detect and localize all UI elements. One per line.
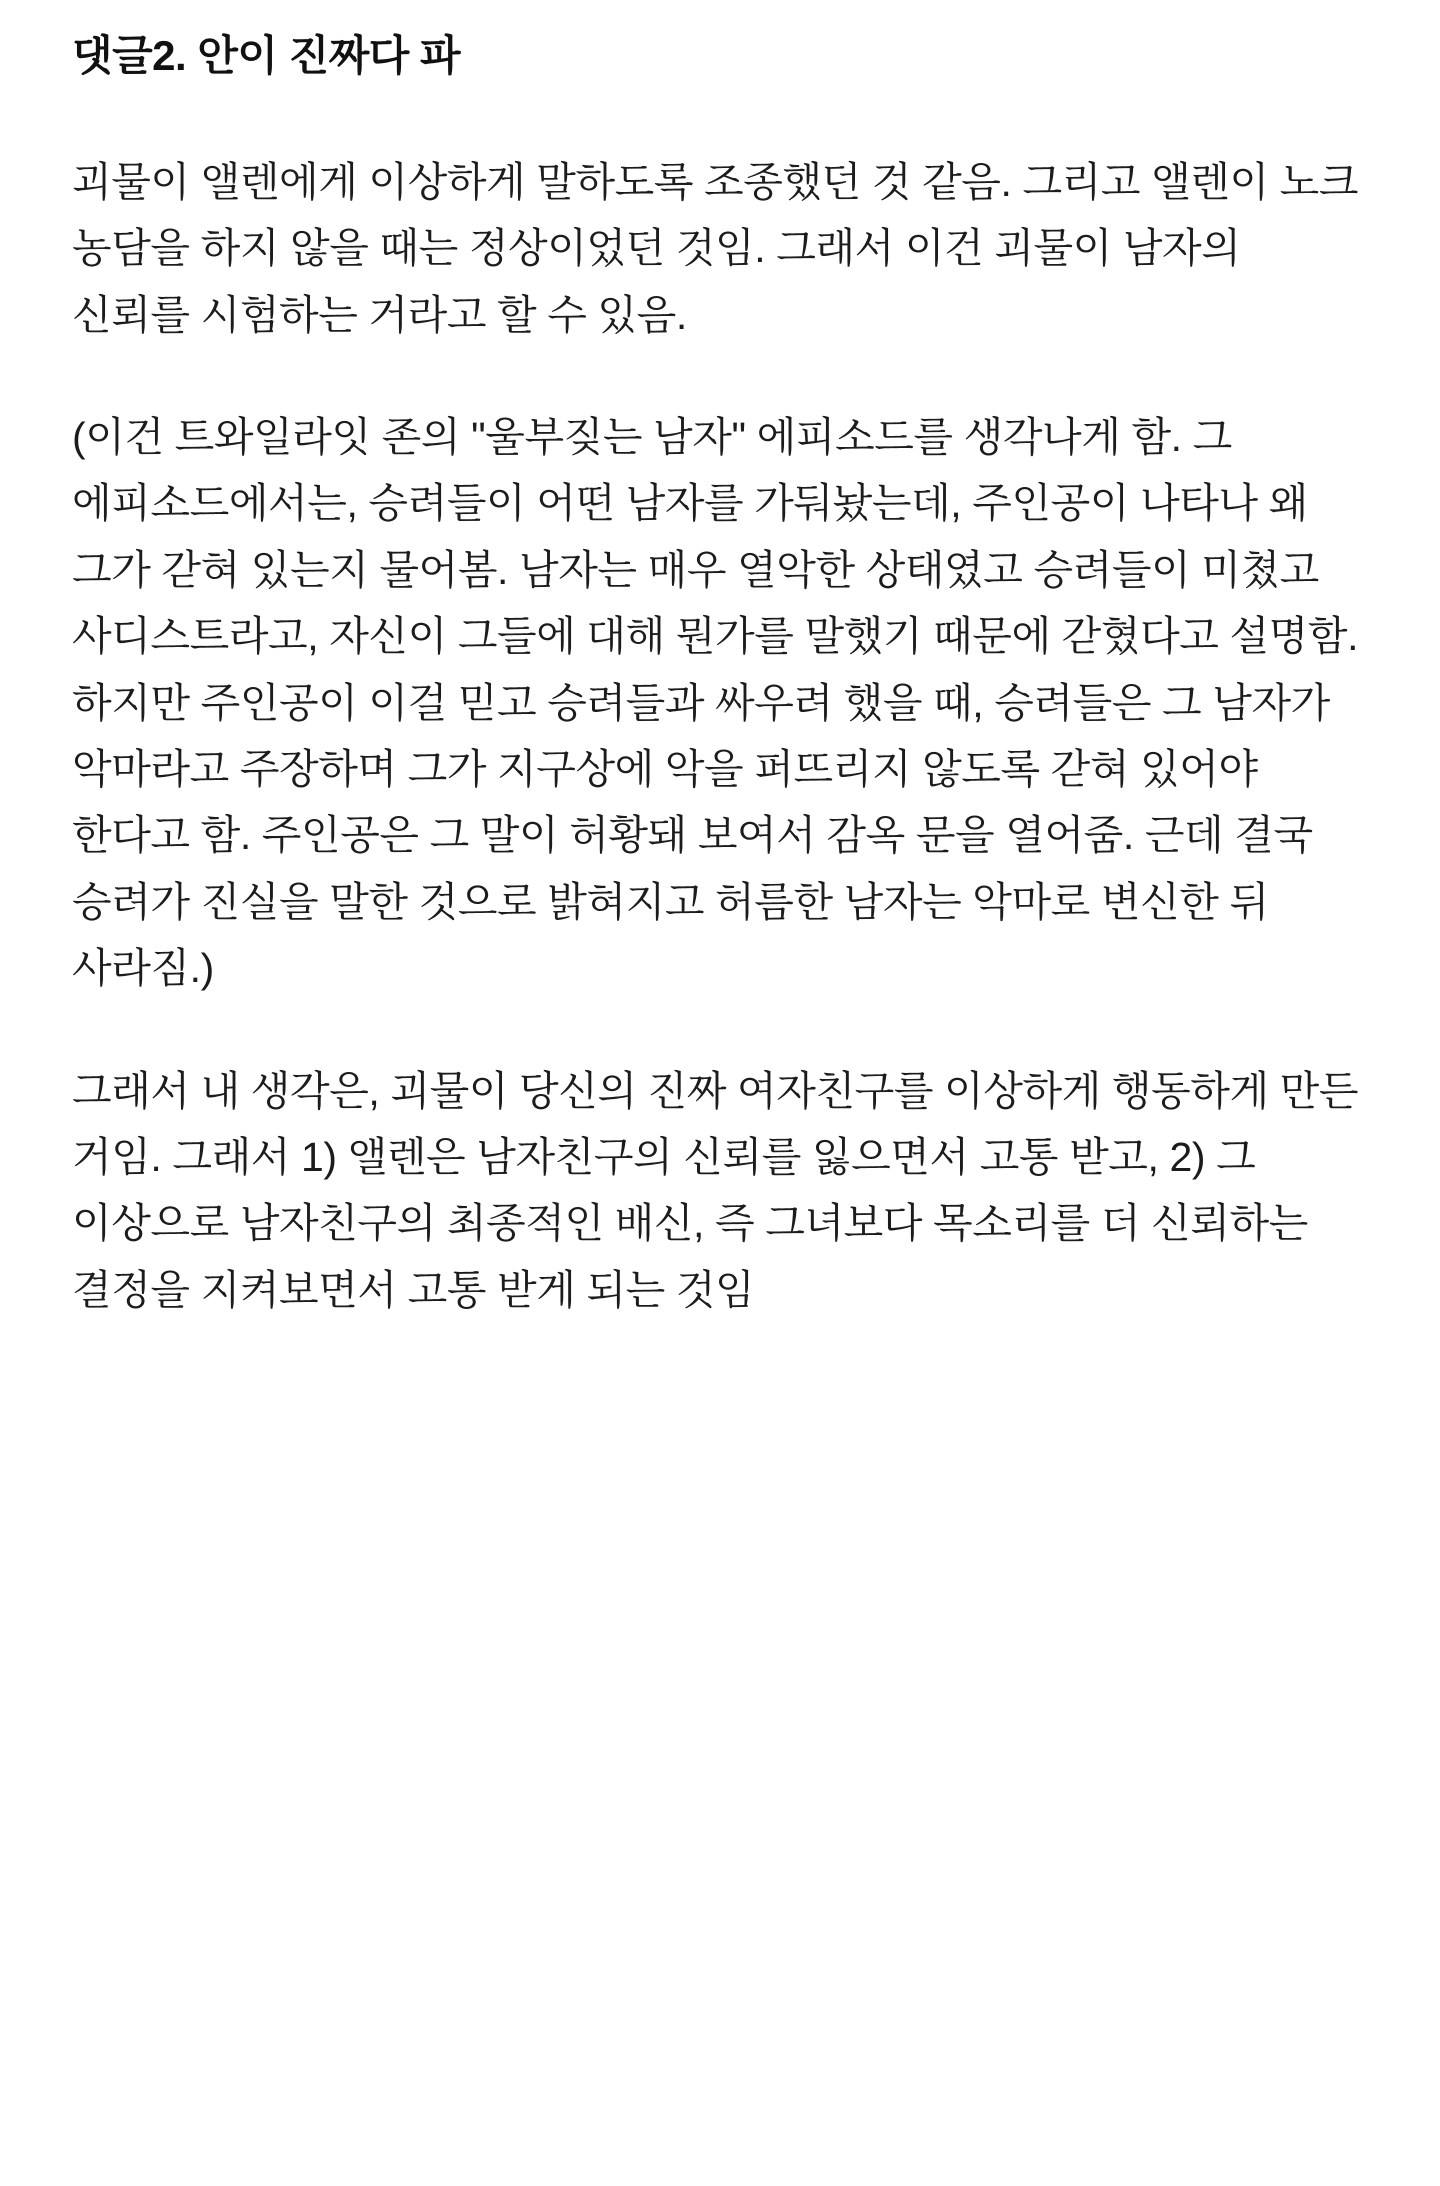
comment-paragraph: 그래서 내 생각은, 괴물이 당신의 진짜 여자친구를 이상하게 행동하게 만든 거임. 그래서 1) 앨렌은 남자친구의 신뢰를 잃으면서 고통 받고, 2) 그 이상으로 남자친구의 최종적인 배신, 즉 그녀보다 목소리를 더 신뢰하는 결정을 지켜보면서 고통 받게 되는 것임	[72, 1067, 1370, 1313]
comment-paragraph: 괴물이 앨렌에게 이상하게 말하도록 조종했던 것 같음. 그리고 앨렌이 노크 농담을 하지 않을 때는 정상이었던 것임. 그래서 이건 괴물이 남자의 신뢰를 시험하는 거라고 할 수 있음.	[72, 158, 1370, 338]
comment-paragraph: (이건 트와일라잇 존의 "울부짖는 남자" 에피소드를 생각나게 함. 그 에피소드에서는, 승려들이 어떤 남자를 가둬놨는데, 주인공이 나타나 왜 그가 갇혀 있는지 물어봄. 남자는 매우 열악한 상태였고 승려들이 미쳤고 사디스트라고, 자신이 그들에 대해 뭔가를 말했기 때문에 갇혔다고 설명함. 하지만 주인공이 이걸 믿고 승려들과 싸우려 했을 때, 승려들은 그 남자가 악마라고 주장하며 그가 지구상에 악을 퍼뜨리지 않도록 갇혀 있어야 한다고 함. 주인공은 그 말이 허황돼 보여서 감옥 문을 열어줌. 근데 결국 승려가 진실을 말한 것으로 밝혀지고 허름한 남자는 악마로 변신한 뒤 사라짐.)	[72, 413, 1370, 992]
comment-title: 댓글2. 안이 진짜다 파	[72, 32, 461, 79]
comment-body	[72, 149, 1368, 1324]
